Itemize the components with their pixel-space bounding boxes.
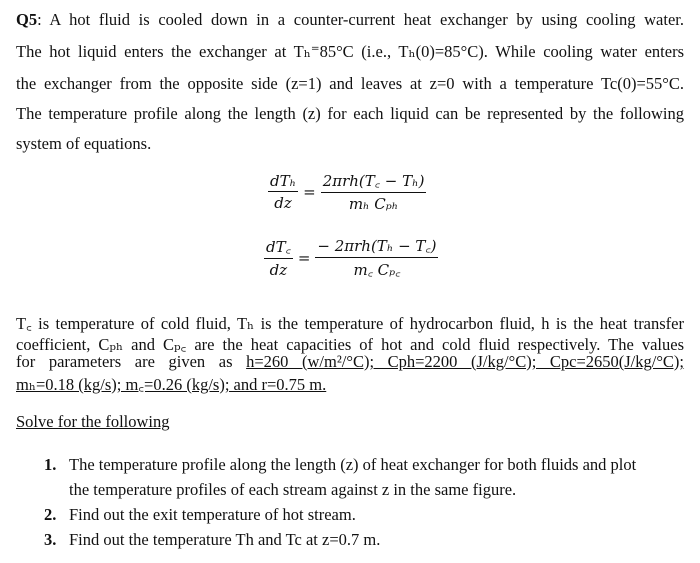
eq2-equals: = — [297, 249, 311, 267]
task-number: 1. — [44, 455, 57, 474]
params-values-2: mₕ=0.18 (kg/s); m꜀=0.26 (kg/s); and r=0.75 m. — [16, 375, 327, 394]
equation-cold — [264, 236, 438, 280]
intro-line-1-text: : A hot fluid is cooled down in a counter-current heat exchanger by using cooling water. — [37, 10, 684, 29]
equation-hot — [268, 171, 426, 213]
task-number: 3. — [44, 530, 57, 549]
eq2-rhs-denominator: m꜀ Cₚ꜀ — [353, 261, 401, 279]
intro-line-3: the exchanger from the opposite side (z=1) and leaves at z=0 with a temperature Tc(0)=55°C. — [16, 74, 684, 93]
params-line-3-text: for parameters are given as — [16, 352, 247, 371]
intro-line-4: The temperature profile along the length (z) for each liquid can be represented by the following — [16, 104, 684, 123]
task-text: Find out the exit temperature of hot stream. — [69, 505, 356, 524]
eq1-rhs-fraction — [321, 171, 427, 213]
task-list — [44, 455, 636, 555]
eq1-lhs-numerator: dTₕ — [270, 172, 297, 190]
intro-line-5: system of equations. — [16, 134, 152, 153]
eq2-rhs-numerator: − 2πrh(Tₕ − T꜀) — [315, 236, 438, 258]
eq1-rhs-denominator: mₕ Cₚₕ — [348, 195, 399, 213]
eq1-lhs-fraction — [268, 172, 298, 212]
solve-heading: Solve for the following — [16, 412, 170, 431]
task-item-1-continued: the temperature profiles of each stream against z in the same figure. — [69, 480, 517, 499]
task-text: The temperature profile along the length (z) of heat exchanger for both fluids and plot — [69, 455, 637, 474]
params-line-3 — [16, 352, 684, 372]
eq1-equals: = — [303, 183, 316, 201]
eq2-rhs-fraction — [315, 236, 438, 280]
eq1-lhs-denominator: dz — [274, 194, 292, 212]
eq2-lhs-fraction — [264, 237, 293, 279]
params-values-1: h=260 (w/m²/°C); Cph=2200 (J/kg/°C); Cpc=2650(J/kg/°C); — [246, 352, 685, 371]
task-item-3 — [44, 530, 636, 555]
eq2-lhs-numerator: dT꜀ — [264, 237, 293, 259]
params-line-1: T꜀ is temperature of cold fluid, Tₕ is the temperature of hydrocarbon fluid, h is the heat transfer — [16, 314, 684, 333]
task-text: Find out the temperature Th and Tc at z=0.7 m. — [69, 530, 381, 549]
eq2-lhs-denominator: dz — [269, 261, 288, 279]
task-number: 2. — [44, 505, 57, 524]
question-label: Q5 — [16, 10, 38, 29]
eq1-rhs-numerator: 2πrh(T꜀ − Tₕ) — [321, 171, 427, 193]
params-line-2: coefficient, Cₚₕ and Cₚ꜀ are the heat capacities of hot and cold fluid respectively. The values — [16, 335, 684, 354]
intro-line-2: The hot liquid enters the exchanger at Tₕ⁼85°C (i.e., Tₕ(0)=85°C). While cooling water enters — [16, 42, 684, 61]
task-item-1 — [44, 455, 636, 480]
intro-line-1 — [16, 10, 684, 30]
task-item-2 — [44, 505, 636, 530]
params-line-4 — [16, 372, 326, 395]
